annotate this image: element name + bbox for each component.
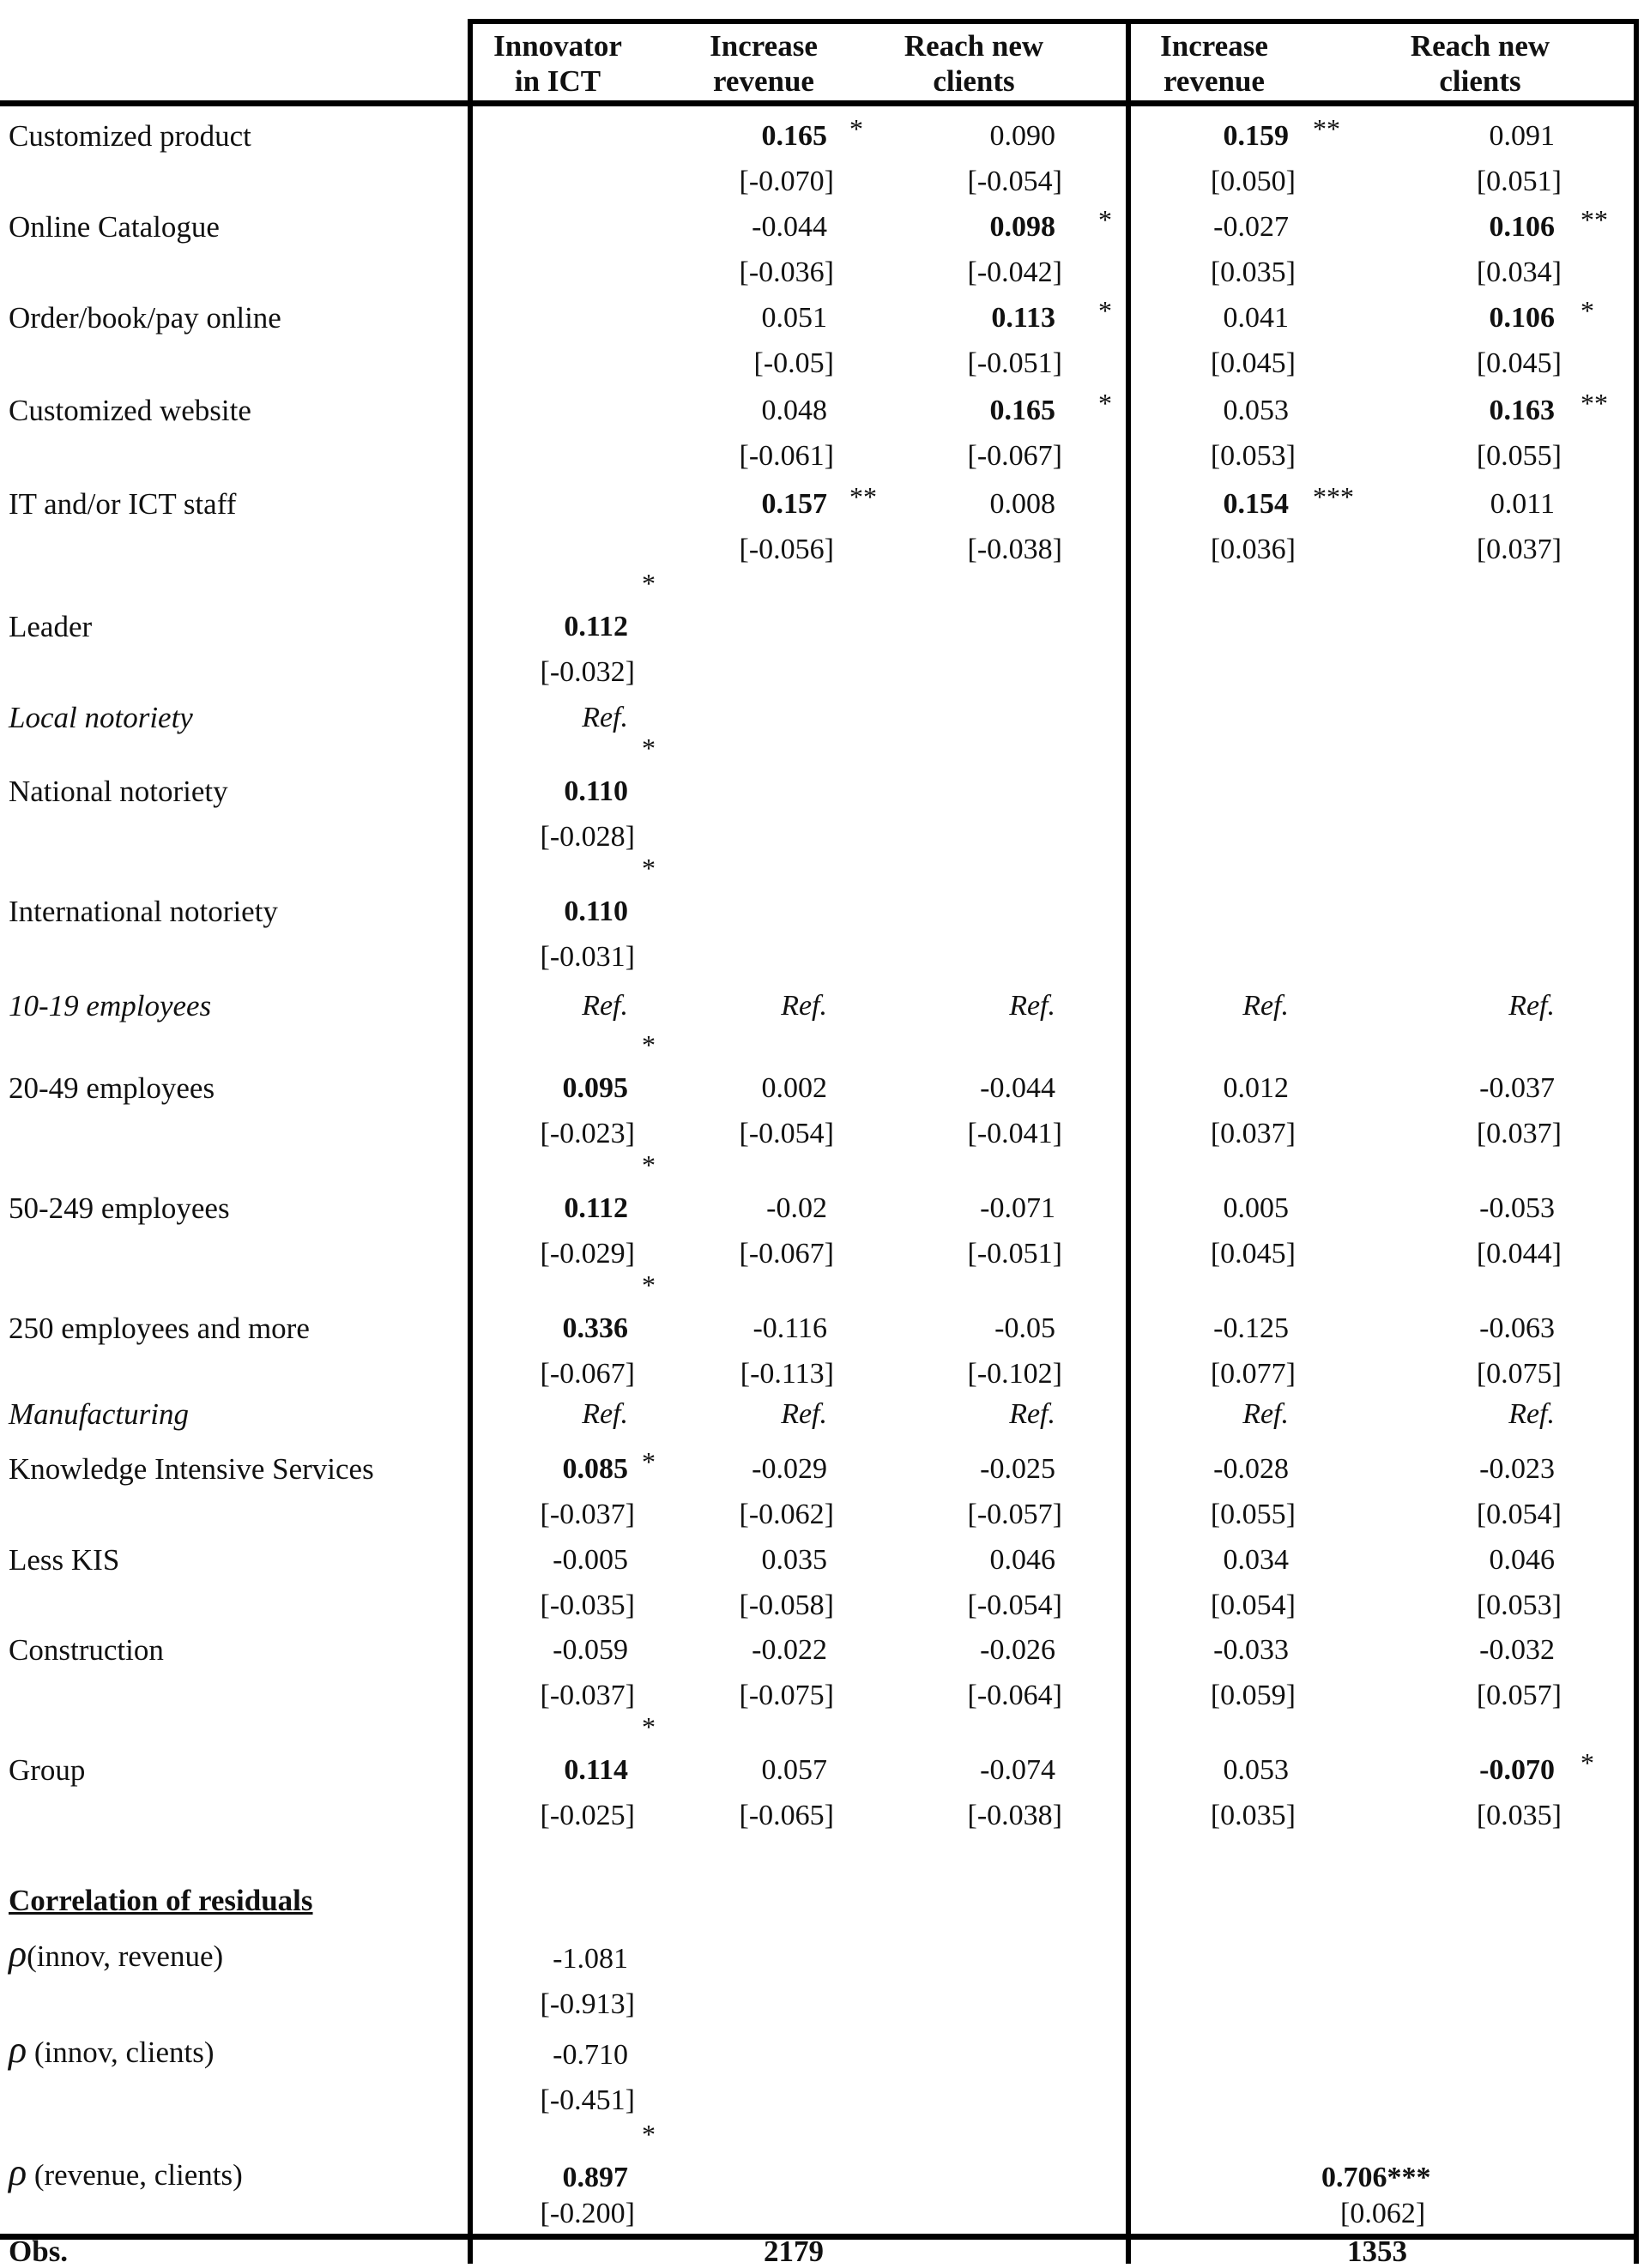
rule-right (1634, 19, 1639, 2264)
rho-symbol: ρ (9, 2151, 27, 2193)
cell-value: -0.026 (980, 1634, 1055, 1666)
cell-value: 0.008 (989, 488, 1055, 520)
cell-std-error: [0.035] (1210, 256, 1296, 288)
cell-value: -0.005 (553, 1544, 628, 1576)
correlation-value: 0.897 (562, 2162, 628, 2193)
cell-std-error: [-0.035] (540, 1589, 635, 1621)
cell-value: -0.027 (1213, 211, 1289, 243)
cell-value: -0.023 (1479, 1453, 1555, 1485)
cell-value: 0.046 (1489, 1544, 1555, 1576)
significance-stars: * (642, 1149, 656, 1180)
cell-value: -0.125 (1213, 1312, 1289, 1344)
cell-value: -0.071 (980, 1192, 1055, 1224)
cell-value: -0.033 (1213, 1634, 1289, 1666)
cell-value: Ref. (1009, 1398, 1055, 1430)
cell-value: 0.112 (564, 611, 628, 642)
cell-std-error: [-0.067] (967, 440, 1062, 472)
significance-stars: ** (1313, 113, 1340, 144)
correlation-value-revenue-clients: 0.706*** (1321, 2162, 1431, 2193)
cell-value: 0.165 (989, 395, 1055, 426)
significance-stars: * (642, 1446, 656, 1477)
cell-value: 0.106 (1489, 211, 1555, 243)
rho-symbol: ρ (9, 1933, 27, 1975)
cell-value: 0.012 (1223, 1072, 1289, 1104)
rule-middle (1126, 19, 1131, 2264)
cell-std-error: [-0.064] (967, 1680, 1062, 1711)
cell-std-error: [-0.067] (739, 1238, 834, 1270)
cell-value: 0.035 (761, 1544, 827, 1576)
significance-stars: * (849, 113, 863, 144)
cell-value: Ref. (1242, 1398, 1289, 1430)
cell-std-error: [0.053] (1210, 440, 1296, 472)
cell-std-error: [-0.067] (540, 1358, 635, 1390)
cell-value: -0.05 (994, 1312, 1055, 1344)
header-reach-new-clients-2: Reach new clients (1410, 29, 1550, 98)
correlation-row-label (9, 2151, 243, 2193)
obs-count-1: 2179 (764, 2235, 824, 2268)
cell-std-error: [0.037] (1476, 1118, 1562, 1149)
cell-std-error: [-0.05] (753, 347, 834, 379)
cell-std-error: [-0.031] (540, 941, 635, 973)
rule-header-bottom (0, 100, 1639, 106)
significance-stars: * (1580, 295, 1594, 326)
row-label: 250 employees and more (9, 1312, 310, 1345)
row-label: 10-19 employees (9, 989, 212, 1022)
cell-value: -0.116 (752, 1312, 827, 1344)
cell-std-error: [-0.061] (739, 440, 834, 472)
cell-std-error: [-0.056] (739, 534, 834, 565)
correlation-value: -0.710 (553, 2039, 628, 2071)
cell-value: -0.032 (1479, 1634, 1555, 1666)
cell-value: 0.110 (564, 775, 628, 807)
cell-value: 0.041 (1223, 302, 1289, 334)
significance-stars: * (642, 2119, 656, 2150)
cell-value: Ref. (1242, 990, 1289, 1022)
row-label: National notoriety (9, 775, 228, 808)
cell-value: Ref. (781, 1398, 827, 1430)
cell-std-error: [0.045] (1210, 347, 1296, 379)
cell-std-error: [-0.037] (540, 1499, 635, 1530)
cell-value: 0.046 (989, 1544, 1055, 1576)
cell-value: -0.059 (553, 1634, 628, 1666)
significance-stars: * (1098, 204, 1112, 235)
significance-stars: * (642, 1029, 656, 1060)
correlation-row-label (9, 1933, 224, 1975)
cell-value: -0.053 (1479, 1192, 1555, 1224)
cell-std-error: [0.055] (1210, 1499, 1296, 1530)
row-label: 50-249 employees (9, 1191, 230, 1225)
cell-value: -0.028 (1213, 1453, 1289, 1485)
significance-stars: * (642, 733, 656, 763)
cell-value: Ref. (1508, 990, 1555, 1022)
significance-stars: ** (1580, 388, 1608, 419)
cell-std-error: [0.077] (1210, 1358, 1296, 1390)
significance-stars: * (642, 1270, 656, 1300)
cell-value: Ref. (1009, 990, 1055, 1022)
cell-std-error: [-0.065] (739, 1800, 834, 1831)
rule-left (468, 19, 473, 2264)
cell-std-error: [-0.113] (740, 1358, 834, 1390)
cell-value: 0.034 (1223, 1544, 1289, 1576)
cell-std-error: [0.059] (1210, 1680, 1296, 1711)
cell-std-error: [-0.075] (739, 1680, 834, 1711)
header-increase-revenue-2: Increase revenue (1160, 29, 1268, 98)
cell-value: 0.011 (1490, 488, 1555, 520)
cell-value: -0.029 (752, 1453, 827, 1485)
row-label: Manufacturing (9, 1397, 189, 1431)
correlation-label: (innov, revenue) (27, 1939, 224, 1973)
cell-std-error: [-0.102] (967, 1358, 1062, 1390)
significance-stars: * (642, 853, 656, 884)
row-label: Group (9, 1753, 86, 1787)
correlation-heading: Correlation of residuals (9, 1884, 313, 1917)
cell-std-error: [-0.023] (540, 1118, 635, 1149)
cell-value: -0.044 (980, 1072, 1055, 1104)
correlation-label: (revenue, clients) (27, 2158, 243, 2192)
significance-stars: * (1580, 1747, 1594, 1778)
cell-value: 0.091 (1489, 120, 1555, 152)
significance-stars: ** (849, 481, 877, 512)
cell-value: 0.051 (761, 302, 827, 334)
significance-stars: * (642, 568, 656, 599)
row-label: International notoriety (9, 895, 278, 928)
cell-value: -0.037 (1479, 1072, 1555, 1104)
cell-std-error: [0.051] (1476, 166, 1562, 197)
cell-std-error: [-0.051] (967, 347, 1062, 379)
cell-value: 0.336 (562, 1312, 628, 1344)
row-label: 20-49 employees (9, 1071, 215, 1105)
cell-value: -0.074 (980, 1754, 1055, 1786)
cell-value: -0.022 (752, 1634, 827, 1666)
cell-std-error: [-0.038] (967, 1800, 1062, 1831)
row-label: Online Catalogue (9, 210, 220, 244)
row-label: Construction (9, 1633, 164, 1667)
cell-std-error: [0.054] (1210, 1589, 1296, 1621)
cell-value: 0.098 (989, 211, 1055, 243)
cell-value: 0.165 (761, 120, 827, 152)
cell-value: Ref. (781, 990, 827, 1022)
cell-std-error: [0.044] (1476, 1238, 1562, 1270)
cell-std-error: [-0.037] (540, 1680, 635, 1711)
correlation-std-error: [-0.200] (540, 2198, 635, 2229)
cell-std-error: [-0.062] (739, 1499, 834, 1530)
cell-value: -0.063 (1479, 1312, 1555, 1344)
obs-count-2: 1353 (1347, 2235, 1407, 2268)
cell-std-error: [0.054] (1476, 1499, 1562, 1530)
cell-std-error: [-0.041] (967, 1118, 1062, 1149)
cell-std-error: [-0.057] (967, 1499, 1062, 1530)
cell-value: 0.095 (562, 1072, 628, 1104)
cell-std-error: [-0.025] (540, 1800, 635, 1831)
cell-std-error: [0.053] (1476, 1589, 1562, 1621)
correlation-std-error: [-0.913] (540, 1988, 635, 2020)
cell-std-error: [0.034] (1476, 256, 1562, 288)
cell-value: Ref. (582, 702, 628, 733)
significance-stars: * (1098, 295, 1112, 326)
cell-value: 0.163 (1489, 395, 1555, 426)
cell-std-error: [0.035] (1476, 1800, 1562, 1831)
row-label: IT and/or ICT staff (9, 487, 237, 521)
cell-std-error: [-0.028] (540, 821, 635, 853)
header-innovator-in-ict: Innovator in ICT (493, 29, 622, 98)
cell-value: 0.112 (564, 1192, 628, 1224)
cell-std-error: [-0.042] (967, 256, 1062, 288)
cell-std-error: [-0.054] (967, 166, 1062, 197)
row-label: Customized website (9, 394, 251, 427)
row-label: Less KIS (9, 1543, 120, 1577)
cell-std-error: [-0.054] (739, 1118, 834, 1149)
cell-std-error: [0.050] (1210, 166, 1296, 197)
header-reach-new-clients-1: Reach new clients (904, 29, 1044, 98)
cell-std-error: [-0.036] (739, 256, 834, 288)
cell-value: 0.005 (1223, 1192, 1289, 1224)
significance-stars: ** (1580, 204, 1608, 235)
cell-value: 0.113 (991, 302, 1055, 334)
cell-std-error: [0.036] (1210, 534, 1296, 565)
cell-value: 0.110 (564, 896, 628, 927)
correlation-row-label (9, 2029, 215, 2071)
rule-top (468, 19, 1639, 24)
rho-symbol: ρ (9, 2029, 27, 2071)
correlation-std-error: [-0.451] (540, 2084, 635, 2116)
cell-std-error: [-0.051] (967, 1238, 1062, 1270)
significance-stars: *** (1313, 481, 1354, 512)
cell-std-error: [0.035] (1210, 1800, 1296, 1831)
cell-std-error: [-0.070] (739, 166, 834, 197)
cell-value: 0.114 (564, 1754, 628, 1786)
cell-std-error: [-0.058] (739, 1589, 834, 1621)
cell-std-error: [0.045] (1476, 347, 1562, 379)
cell-std-error: [-0.032] (540, 656, 635, 688)
cell-value: 0.053 (1223, 395, 1289, 426)
cell-std-error: [0.057] (1476, 1680, 1562, 1711)
cell-value: 0.002 (761, 1072, 827, 1104)
row-label: Leader (9, 610, 93, 643)
cell-value: -0.070 (1479, 1754, 1555, 1786)
cell-value: 0.085 (562, 1453, 628, 1485)
cell-value: 0.157 (761, 488, 827, 520)
correlation-std-error-revenue-clients: [0.062] (1340, 2198, 1426, 2229)
row-label: Order/book/pay online (9, 301, 281, 335)
cell-std-error: [0.055] (1476, 440, 1562, 472)
cell-value: Ref. (582, 990, 628, 1022)
header-increase-revenue-1: Increase revenue (710, 29, 818, 98)
obs-label: Obs. (9, 2235, 69, 2268)
cell-value: 0.106 (1489, 302, 1555, 334)
cell-value: 0.048 (761, 395, 827, 426)
row-label: Knowledge Intensive Services (9, 1452, 374, 1486)
cell-std-error: [-0.029] (540, 1238, 635, 1270)
row-label: Customized product (9, 119, 251, 153)
cell-std-error: [0.045] (1210, 1238, 1296, 1270)
cell-value: -0.025 (980, 1453, 1055, 1485)
cell-std-error: [0.037] (1476, 534, 1562, 565)
row-label: Local notoriety (9, 701, 193, 734)
cell-std-error: [-0.054] (967, 1589, 1062, 1621)
cell-std-error: [0.075] (1476, 1358, 1562, 1390)
cell-value: Ref. (582, 1398, 628, 1430)
cell-value: -0.044 (752, 211, 827, 243)
cell-value: 0.057 (761, 1754, 827, 1786)
correlation-value: -1.081 (553, 1943, 628, 1975)
cell-value: 0.090 (989, 120, 1055, 152)
cell-value: 0.154 (1223, 488, 1289, 520)
correlation-label: (innov, clients) (27, 2036, 215, 2069)
cell-std-error: [0.037] (1210, 1118, 1296, 1149)
significance-stars: * (1098, 388, 1112, 419)
cell-std-error: [-0.038] (967, 534, 1062, 565)
cell-value: -0.02 (766, 1192, 827, 1224)
cell-value: 0.053 (1223, 1754, 1289, 1786)
significance-stars: * (642, 1711, 656, 1742)
cell-value: 0.159 (1223, 120, 1289, 152)
cell-value: Ref. (1508, 1398, 1555, 1430)
